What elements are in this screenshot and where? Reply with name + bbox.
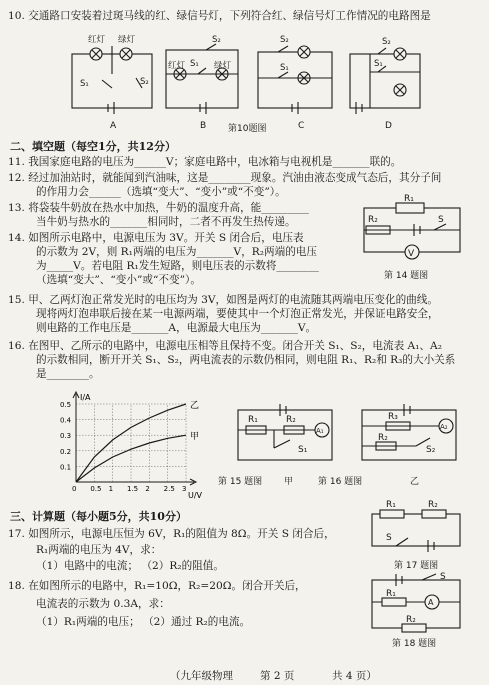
q10b-red-label: 红灯: [168, 61, 186, 71]
fig18-s-label: S: [440, 572, 446, 582]
q12-text-line1: 12. 经过加油站时，就能闻到汽油味，这是________现象。汽油由液态变成气态后，其分子间: [8, 172, 442, 184]
q16-text-line2: 的示数相同，断开开关 S₁、S₂，两电流表的示数仍相同，则电阻 R₁、R₂和 R₃的大小关系: [36, 354, 456, 366]
chart-x-tick-label: 0: [72, 485, 77, 493]
chart-x-tick-label: 1: [108, 485, 114, 493]
q10c-s2-label: S₂: [280, 35, 289, 45]
q17-text-line2: R₁两端的电压为 4V，求：: [36, 544, 162, 556]
q10c-s1-label: S₁: [280, 63, 289, 73]
q18-text-line2: 电流表的示数为 0.3A，求：: [36, 598, 170, 610]
chart-y-tick-label: 0.2: [60, 447, 72, 456]
q15-text-line3: 则电路的工作电压是_______A，电源最大电压为_______V。: [36, 322, 317, 334]
fig16-yi-label: 乙: [410, 477, 420, 487]
fig16-jia-r1-label: R₁: [248, 415, 258, 425]
q13-text-line1: 13. 将袋装牛奶放在热水中加热，牛奶的温度升高，能_________: [8, 202, 309, 214]
chart-y-tick-label: 0.4: [60, 416, 72, 425]
footer-total: 共 4 页）: [332, 670, 377, 682]
fig14-v-label: V: [408, 249, 415, 259]
fig16-yi-r2-label: R₂: [378, 433, 388, 443]
chart-x-tick-label: 2: [145, 485, 150, 493]
fig16-jia-circuit: [232, 400, 344, 472]
q10a-s2-label: S₂: [140, 77, 149, 87]
fig17-r2-label: R₂: [428, 500, 438, 510]
q14-text-line2: 的示数为 2V，则 R₁两端的电压为_______V，R₂两端的电压: [36, 246, 317, 258]
fig16-yi-s2-label: S₂: [426, 445, 436, 455]
q12-text-line2: 的作用力会______（选填“变大”、“变小”或“不变”）。: [36, 186, 286, 198]
q10a-s1-label: S₁: [80, 79, 89, 89]
q10a-green-label: 绿灯: [118, 35, 136, 45]
chart-series-label: 乙: [190, 401, 200, 411]
fig15-iu-chart: [50, 390, 203, 500]
q10-text: 10. 交通路口安装着过斑马线的红、绿信号灯，下列符合红、绿信号灯工作情况的电路图是: [8, 10, 431, 22]
q18-text-line1: 18. 在如图所示的电路中，R₁=10Ω，R₂=20Ω。闭合开关后，: [8, 580, 306, 592]
fig16-caption: 第 16 题图: [318, 477, 363, 487]
q14-text-line4: （选填“变大”、“变小”或“不变”）。: [36, 274, 201, 286]
section3-title: 三、计算题（每小题5分，共10分）: [10, 510, 187, 523]
fig15-caption: 第 15 题图: [218, 477, 263, 487]
fig14-r1-label: R₁: [404, 194, 414, 204]
chart-y-tick-label: 0.1: [60, 463, 72, 472]
fig16-jia-a1-label: A₁: [316, 427, 324, 435]
fig16-yi-r3-label: R₃: [388, 412, 398, 422]
fig14-r2-label: R₂: [368, 215, 378, 225]
footer-subject: （九年级物理: [170, 670, 233, 682]
q13-text-line2: 当牛奶与热水的_______相同时，二者不再发生热传递。: [36, 216, 296, 228]
fig17-caption: 第 17 题图: [394, 561, 439, 571]
q17-text-line1: 17. 如图所示，电源电压恒为 6V，R₁的阻值为 8Ω。开关 S 闭合后，: [8, 528, 335, 540]
q10-circuit-figures: [66, 30, 426, 120]
q16-text-line1: 16. 在图甲、乙所示的电路中，电源电压相等且保持不变。闭合开关 S₁、S₂，电流表 A₁、A₂: [8, 340, 442, 352]
fig16-jia-label: 甲: [284, 477, 294, 487]
fig17-circuit: [366, 500, 466, 554]
q10d-s2-label: S₂: [382, 37, 391, 47]
q15-text-line2: 现将两灯泡串联后接在某一电源两端，要使其中一个灯泡正常发光，并保证电路安全，: [36, 308, 439, 320]
q10-option-c: C: [298, 121, 305, 131]
fig16-jia-r2-label: R₂: [286, 415, 296, 425]
fig17-s-label: S: [386, 533, 392, 543]
q14-text-line3: 为_____V。若电阻 R₁发生短路，则电压表的示数将________: [36, 260, 319, 272]
q10b-s1-label: S₁: [190, 59, 199, 69]
fig18-r2-label: R₂: [406, 615, 416, 625]
q11-text: 11. 我国家庭电路的电压为______V；家庭电路中，电冰箱与电视机是_______联的。: [8, 156, 402, 168]
fig17-r1-label: R₁: [386, 500, 396, 510]
q10-caption: 第10题图: [228, 124, 267, 134]
q10a-red-label: 红灯: [88, 35, 106, 45]
chart-x-tick-label: 1.5: [127, 485, 139, 493]
q10d-s1-label: S₁: [374, 59, 383, 69]
fig18-r1-label: R₁: [386, 589, 396, 599]
fig14-caption: 第 14 题图: [384, 271, 429, 281]
fig18-circuit: [366, 570, 466, 634]
fig14-circuit: [356, 194, 468, 264]
q10-option-b: B: [200, 121, 207, 131]
chart-y-tick-label: 0.3: [60, 432, 72, 441]
fig18-caption: 第 18 题图: [392, 639, 437, 649]
chart-x-label: U/V: [188, 491, 203, 500]
fig16-jia-s1-label: S₁: [298, 445, 308, 455]
q10b-s2-label: S₂: [212, 35, 221, 45]
q17-text-line3: （1）电路中的电流； （2）R₂的阻值。: [36, 560, 224, 572]
footer-page: 第 2 页: [260, 670, 295, 682]
chart-y-label: I/A: [80, 393, 91, 402]
q16-text-line3: 是________。: [36, 368, 100, 380]
q15-text-line1: 15. 甲、乙两灯泡正常发光时的电压均为 3V，如图是两灯的电流随其两端电压变化的曲线。: [8, 294, 438, 306]
q14-text-line1: 14. 如图所示电路中，电源电压为 3V。开关 S 闭合后，电压表: [8, 232, 304, 244]
fig16-yi-circuit: [356, 400, 468, 472]
fig14-s-label: S: [438, 215, 444, 225]
q10-option-a: A: [110, 121, 117, 131]
chart-y-tick-label: 0.5: [60, 401, 72, 409]
q10-option-d: D: [385, 121, 392, 131]
chart-x-tick-label: 3: [182, 485, 187, 493]
fig18-a-label: A: [428, 598, 434, 607]
chart-x-tick-label: 2.5: [163, 485, 175, 493]
section2-title: 二、填空题（每空1分，共12分）: [10, 140, 176, 153]
chart-series-label: 甲: [190, 432, 200, 443]
chart-x-tick-label: 0.5: [90, 485, 102, 493]
q10b-green-label: 绿灯: [214, 61, 232, 71]
q18-text-line3: （1）R₁两端的电压； （2）通过 R₂的电流。: [36, 616, 251, 628]
fig16-yi-a2-label: A₂: [440, 423, 448, 431]
